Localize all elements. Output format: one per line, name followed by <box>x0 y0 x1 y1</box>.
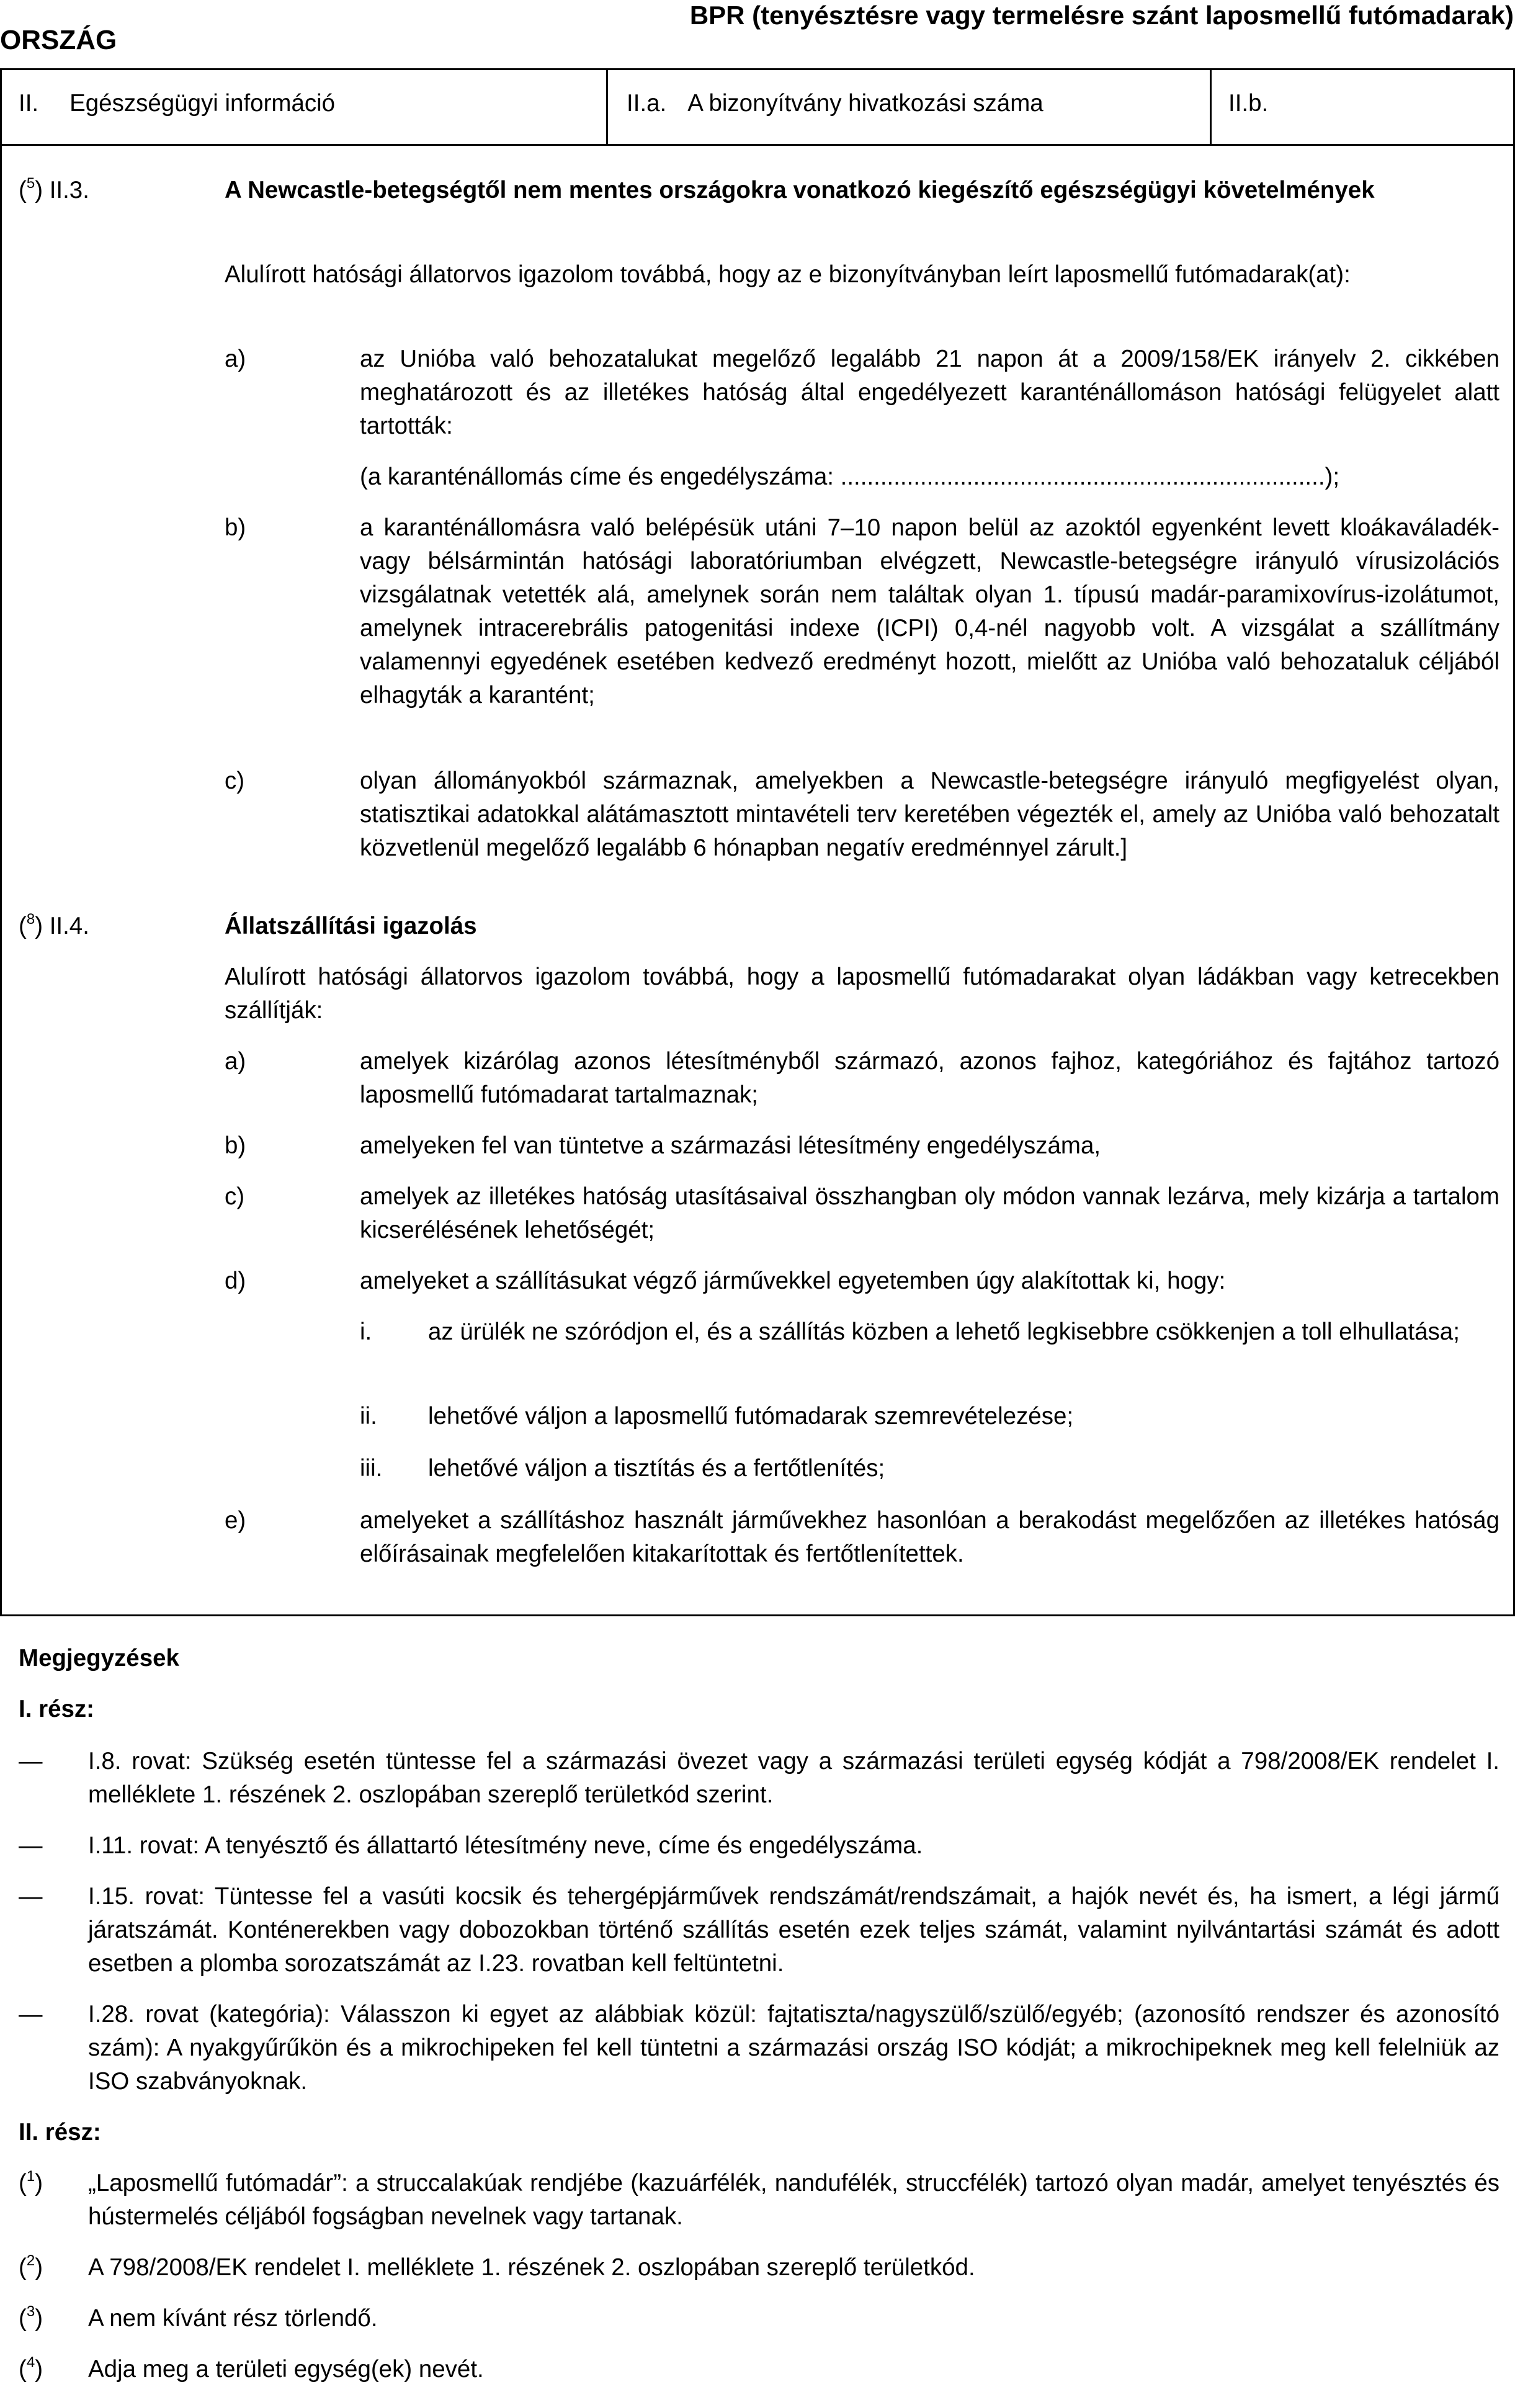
footnote-2: A 798/2008/EK rendelet I. melléklete 1. részének 2. oszlopában szereplő területkód. <box>88 2254 975 2281</box>
quarantine-address-line: (a karanténállomás címe és engedélyszáma: .........................................................................); <box>360 463 1340 490</box>
item-label: b) <box>225 1132 246 1159</box>
item-text-ii3-b: a karanténállomásra való belépésük utáni 7–10 napon belül az azoktól egyenként levett kloákaváladék- vagy bélsármintán hatósági laboratóriumban elvégzett, Newcastle-betegségre irányuló vírusizolációs vizsgálatnak vetették alá, amelynek során nem találtak olyan 1. típusú madár-paramixovírus-izolátumot, amelynek intracerebrális patogenitási indexe (ICPI) 0,4-nél nagyobb volt. A vizsgálat a szállítmány valamennyi egyedének esetében kedvező eredményt hozott, mielőtt az Unióba való behozataluk céljából elhagyták a karantént; <box>360 514 1499 709</box>
section-title-ii3: A Newcastle-betegségtől nem mentes országokra vonatkozó kiegészítő egészségügyi követelmények <box>225 177 1375 204</box>
section-number: II.3. <box>49 177 89 204</box>
item-label: d) <box>225 1268 246 1294</box>
footnote-marker: 1 <box>26 2168 35 2185</box>
footnote-3: A nem kívánt rész törlendő. <box>88 2305 378 2332</box>
section-title-ii4: Állatszállítási igazolás <box>225 913 477 939</box>
header-col-divider-2 <box>1210 68 1212 145</box>
item-text-ii4-e: amelyeket a szállításhoz használt járművekhez hasonlóan a berakodást megelőzően az illetékes hatóság előírásainak megfelelően kitakarítottak és fertőtlenítettek. <box>360 1507 1499 1567</box>
item-label: c) <box>225 1183 245 1210</box>
header-cell-num: II.b. <box>1228 90 1269 117</box>
header-cell-num: II.a. <box>627 90 667 117</box>
item-label: b) <box>225 514 246 541</box>
note-dash: — <box>19 1748 43 1775</box>
header-cell-health-info <box>19 87 335 120</box>
subitem-text-i: az ürülék ne szóródjon el, és a szállítás közben a lehető legkisebbre csökkenjen a toll elhullatása; <box>428 1318 1460 1345</box>
part1-title: I. rész: <box>19 1696 94 1722</box>
note-dash: — <box>19 2001 43 2028</box>
item-text-ii3-c: olyan állományokból származnak, amelyekben a Newcastle-betegségre irányuló megfigyelést olyan, statisztikai adatokkal alátámasztott mintavételi terv keretében végezték el, amely az Unióba való behozatalt közvetlenül megelőző legalább 6 hónapban negatív eredménnyel zárult.] <box>360 768 1499 861</box>
header-cell-iib <box>1228 87 1268 120</box>
header-cell-reference-number <box>627 87 1044 120</box>
note-i15: I.15. rovat: Tüntesse fel a vasúti kocsik és tehergépjárművek rendszámát/rendszámait, a hajók nevét és, ha ismert, a légi jármű járatszámát. Konténerekben vagy dobozokban történő szállítás esetén ezek teljes számát, valamint nyilvántartási számát és adott esetben a plomba sorozatszámát az I.23. rovatban kell feltüntetni. <box>88 1883 1499 1977</box>
note-dash: — <box>19 1883 43 1910</box>
note-dash: — <box>19 1832 43 1859</box>
footnote-marker: 3 <box>26 2303 35 2320</box>
note-i11: I.11. rovat: A tenyésztő és állattartó létesítmény neve, címe és engedélyszáma. <box>88 1832 923 1859</box>
subitem-label: ii. <box>360 1403 377 1430</box>
note-i28: I.28. rovat (kategória): Válasszon ki egyet az alábbiak közül: fajtatiszta/nagyszülő/szülő/egyéb; (azonosító rendszer és azonosító szám): A nyakgyűrűkön és a mikrochipeken fel kell tüntetni a származási ország ISO kódját; a mikrochipeknek meg kell felelniük az ISO szabványoknak. <box>88 2001 1499 2095</box>
item-text-ii4-d: amelyeket a szállításukat végző járművekkel egyetemben úgy alakítottak ki, hogy: <box>360 1268 1226 1294</box>
section-ref-ii3: ($^5$) II.3. <box>19 175 89 204</box>
header-col-divider-1 <box>606 68 608 145</box>
item-label: c) <box>225 768 245 794</box>
section-ref-ii4: ($^8$) II.4. <box>19 911 89 939</box>
certificate-title: BPR (tenyésztésre vagy termelésre szánt laposmellű futómadarak) <box>689 1 1514 30</box>
table-header-divider <box>0 144 1515 146</box>
country-label: ORSZÁG <box>0 25 117 55</box>
item-text-ii4-b: amelyeken fel van tüntetve a származási létesítmény engedélyszáma, <box>360 1132 1101 1159</box>
item-text-ii3-a: az Unióba való behozatalukat megelőző legalább 21 napon át a 2009/158/EK irányelv 2. cikkében meghatározott és az illetékes hatóság által engedélyezett karanténállomáson hatósági felügyelet alatt tartották: <box>360 346 1499 439</box>
header-cell-text: A bizonyítvány hivatkozási száma <box>687 90 1044 117</box>
table-bottom-border <box>0 1614 1515 1616</box>
footnote-label-3: ($^3$) <box>19 2303 43 2332</box>
subitem-text-ii: lehetővé váljon a laposmellű futómadarak szemrevételezése; <box>428 1403 1074 1430</box>
note-i8: I.8. rovat: Szükség esetén tüntesse fel a származási övezet vagy a származási területi egység kódját a 798/2008/EK rendelet I. melléklete 1. részének 2. oszlopában szereplő területkód szerint. <box>88 1748 1499 1808</box>
header-cell-text: Egészségügyi információ <box>69 90 336 117</box>
footnote-label-2: ($^2$) <box>19 2252 43 2281</box>
footnote-marker: 4 <box>26 2354 35 2371</box>
subitem-label: i. <box>360 1318 372 1345</box>
footnote-marker: 2 <box>26 2252 35 2269</box>
part2-title: II. rész: <box>19 2119 101 2146</box>
subitem-text-iii: lehetővé váljon a tisztítás és a fertőtlenítés; <box>428 1455 885 1482</box>
section-intro-ii4: Alulírott hatósági állatorvos igazolom továbbá, hogy a laposmellű futómadarakat olyan ládákban vagy ketrecekben szállítják: <box>225 964 1499 1024</box>
item-label: a) <box>225 1048 246 1075</box>
table-top-border <box>0 68 1515 70</box>
notes-title: Megjegyzések <box>19 1645 179 1672</box>
item-label: e) <box>225 1507 246 1534</box>
subitem-label: iii. <box>360 1455 383 1482</box>
section-number: II.4. <box>49 913 89 939</box>
footnote-1: „Laposmellű futómadár”: a struccalakúak rendjébe (kazuárfélék, nandufélék, struccfélék) tartozó olyan madár, amelyet tenyésztés és hústermelés céljából fogságban nevelnek vagy tartanak. <box>88 2170 1499 2230</box>
footnote-label-4: ($^4$) <box>19 2354 43 2383</box>
footnote-marker: 5 <box>26 175 35 192</box>
footnote-4: Adja meg a területi egység(ek) nevét. <box>88 2356 484 2383</box>
item-text-ii4-a: amelyek kizárólag azonos létesítményből származó, azonos fajhoz, kategóriához és fajtához tartozó laposmellű futómadarat tartalmaznak; <box>360 1048 1499 1108</box>
item-text-ii4-c: amelyek az illetékes hatóság utasításaival összhangban oly módon vannak lezárva, mely kizárja a tartalom kicserélésének lehetőségét; <box>360 1183 1499 1243</box>
item-label: a) <box>225 346 246 372</box>
section-intro-ii3: Alulírott hatósági állatorvos igazolom továbbá, hogy az e bizonyítványban leírt laposmellű futómadarak(at): <box>225 261 1351 288</box>
header-cell-num: II. <box>19 90 39 117</box>
footnote-label-1: ($^1$) <box>19 2168 43 2196</box>
footnote-marker: 8 <box>26 911 35 928</box>
table-left-border <box>0 68 2 1616</box>
